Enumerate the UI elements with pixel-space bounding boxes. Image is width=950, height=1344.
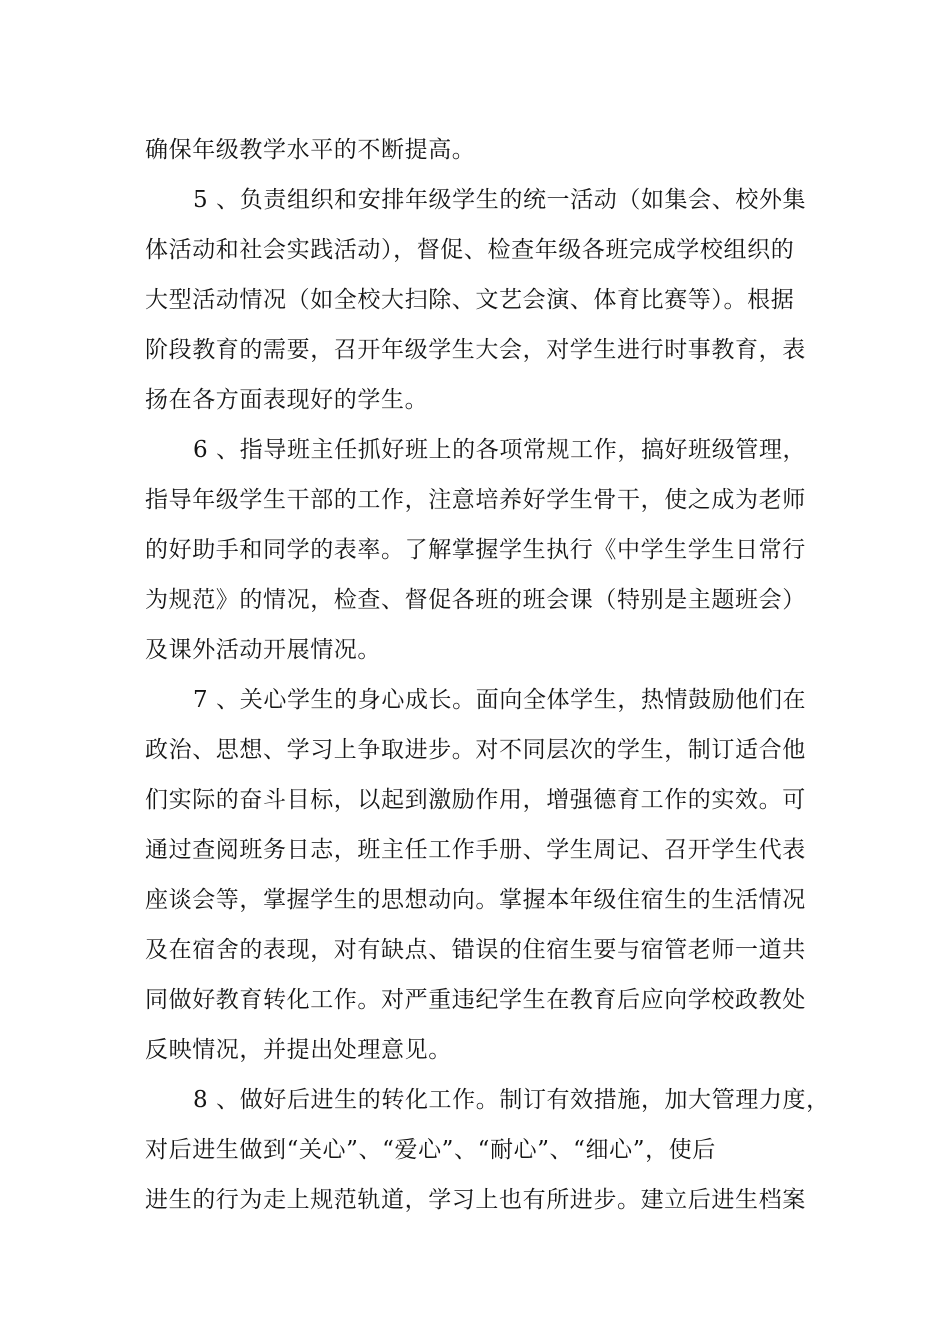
text-line: 大型活动情况（如全校大扫除、文艺会演、体育比赛等）。根据 bbox=[145, 287, 795, 313]
text-line: 座谈会等，掌握学生的思想动向。掌握本年级住宿生的生活情况 bbox=[145, 887, 806, 913]
text-line: 扬在各方面表现好的学生。 bbox=[145, 387, 429, 413]
text-line: 为规范》的情况，检查、督促各班的班会课（特别是主题班会） bbox=[145, 587, 806, 613]
text-line: 通过查阅班务日志，班主任工作手册、学生周记、召开学生代表 bbox=[145, 837, 806, 863]
paragraph-8-first-line: 8 、做好后进生的转化工作。制订有效措施，加大管理力度， bbox=[193, 1087, 830, 1113]
text-line: 指导年级学生干部的工作，注意培养好学生骨干，使之成为老师 bbox=[145, 487, 806, 513]
text-line: 进生的行为走上规范轨道，学习上也有所进步。建立后进生档案 bbox=[145, 1187, 806, 1213]
text-line: 及在宿舍的表现，对有缺点、错误的住宿生要与宿管老师一道共 bbox=[145, 937, 806, 963]
text-line: 阶段教育的需要，召开年级学生大会，对学生进行时事教育，表 bbox=[145, 337, 806, 363]
text-line: 政治、思想、学习上争取进步。对不同层次的学生，制订适合他 bbox=[145, 737, 806, 763]
text-line: 对后进生做到“关心”、“爱心”、“耐心”、“细心”，使后 bbox=[145, 1137, 716, 1163]
text-line: 反映情况，并提出处理意见。 bbox=[145, 1037, 452, 1063]
paragraph-5-first-line: 5 、负责组织和安排年级学生的统一活动（如集会、校外集 bbox=[193, 187, 807, 213]
paragraph-7-first-line: 7 、关心学生的身心成长。面向全体学生，热情鼓励他们在 bbox=[193, 687, 807, 713]
text-line: 确保年级教学水平的不断提高。 bbox=[145, 137, 476, 163]
text-line: 体活动和社会实践活动），督促、检查年级各班完成学校组织的 bbox=[145, 237, 795, 263]
text-line: 们实际的奋斗目标，以起到激励作用，增强德育工作的实效。可 bbox=[145, 787, 806, 813]
text-line: 及课外活动开展情况。 bbox=[145, 637, 381, 663]
text-line: 同做好教育转化工作。对严重违纪学生在教育后应向学校政教处 bbox=[145, 987, 806, 1013]
paragraph-6-first-line: 6 、指导班主任抓好班上的各项常规工作，搞好班级管理， bbox=[193, 437, 807, 463]
text-line: 的好助手和同学的表率。了解掌握学生执行《中学生学生日常行 bbox=[145, 537, 806, 563]
